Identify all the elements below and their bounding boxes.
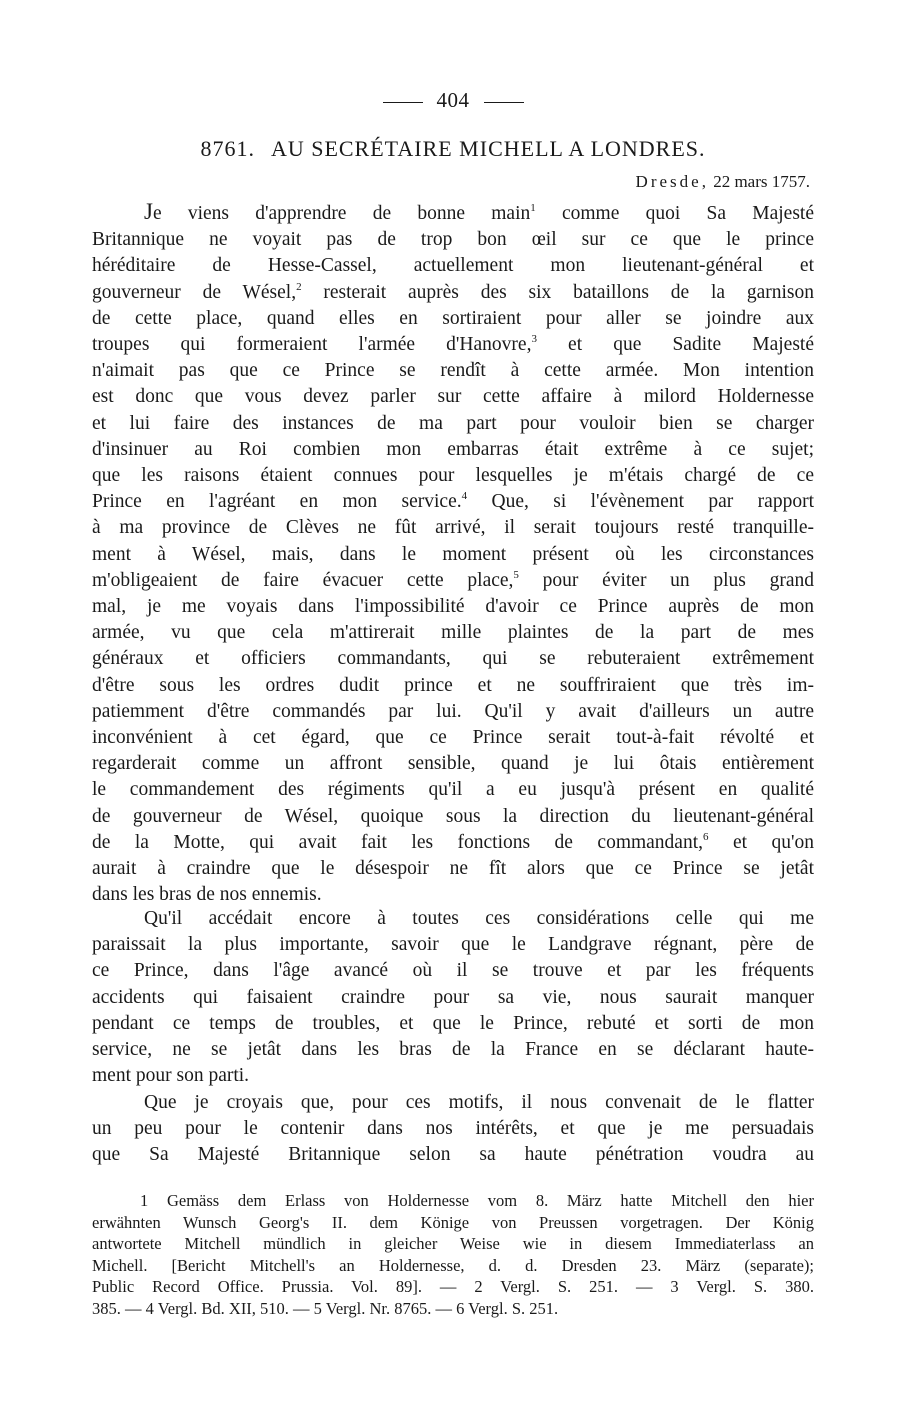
text-line: regarderait comme un affront sensible, quand je lui ôtais entièrement bbox=[92, 753, 814, 775]
drop-cap: J bbox=[144, 199, 153, 224]
text-line: de cette place, quand elles en sortiraient pour aller se joindre aux bbox=[92, 307, 814, 329]
text-line: n'aimait pas que ce Prince se rendît à cette armée. Mon intention bbox=[92, 360, 814, 382]
text-line: inconvénient à cet égard, que ce Prince serait tout-à-fait révolté et bbox=[92, 727, 814, 749]
footnote-mark: 2 bbox=[296, 280, 302, 293]
dateline-date: 22 mars 1757. bbox=[713, 172, 810, 191]
page-number bbox=[92, 88, 814, 113]
text-line: un peu pour le contenir dans nos intérêts, et que je me persuadais bbox=[92, 1118, 814, 1140]
text-line: m'obligeaient de faire évacuer cette place,$^5$ pour éviter un plus grand bbox=[92, 568, 814, 591]
text-line: est donc que vous devez parler sur cette affaire à milord Holdernesse bbox=[92, 386, 814, 408]
dateline bbox=[636, 172, 810, 192]
text-line: Prince en l'agréant en mon service.$^4$ Que, si l'évènement par rapport bbox=[92, 490, 814, 513]
dateline-place: Dresde, bbox=[635, 172, 709, 191]
document-heading bbox=[92, 136, 814, 162]
text-line: Qu'il accédait encore à toutes ces considérations celle qui me bbox=[144, 908, 814, 929]
text-line: de gouverneur de Wésel, quoique sous la direction du lieutenant-général bbox=[92, 805, 814, 827]
text-line: que les raisons étaient connues pour lesquelles je m'étais chargé de ce bbox=[92, 465, 814, 487]
text-line: d'insinuer au Roi combien mon embarras était extrême à ce sujet; bbox=[92, 438, 814, 460]
text-line: Je viens d'apprendre de bonne main$^1$ comme quoi Sa Majesté bbox=[144, 199, 814, 224]
text-line: armée, vu que cela m'attirerait mille plaintes de la part de mes bbox=[92, 622, 814, 644]
document-number: 8761. bbox=[200, 136, 255, 161]
text-line: dans les bras de nos ennemis. bbox=[92, 884, 322, 906]
text-line: gouverneur de Wésel,$^2$ resterait auprès des six bataillons de la garnison bbox=[92, 280, 814, 303]
text-line: héréditaire de Hesse-Cassel, actuellement mon lieutenant-général et bbox=[92, 255, 814, 277]
footnote-mark: 6 bbox=[703, 830, 709, 843]
folio-dash-right bbox=[484, 102, 524, 103]
text-line: de la Motte, qui avait fait les fonctions de commandant,$^6$ et qu'on bbox=[92, 830, 814, 853]
text-line: service, ne se jetât dans les bras de la France en se déclarant haute- bbox=[92, 1039, 814, 1061]
text-line: et lui faire des instances de ma part pour vouloir bien se charger bbox=[92, 412, 814, 434]
text-line: mal, je me voyais dans l'impossibilité d'avoir ce Prince auprès de mon bbox=[92, 596, 814, 618]
text-line: le commandement des régiments qu'il a eu jusqu'à présent en qualité bbox=[92, 779, 814, 801]
paragraph-3 bbox=[92, 1090, 814, 1169]
footnote-mark: 3 bbox=[531, 333, 537, 346]
paragraph-2 bbox=[92, 906, 814, 1089]
footnote-mark: 1 bbox=[530, 202, 536, 214]
document-title: AU SECRÉTAIRE MICHELL A LONDRES. bbox=[270, 136, 706, 161]
text-line: ment pour son parti. bbox=[92, 1065, 250, 1087]
text-line: ment à Wésel, mais, dans le moment présent où les circonstances bbox=[92, 543, 814, 565]
text-line: pendant ce temps de troubles, et que le Prince, rebuté et sorti de mon bbox=[92, 1012, 814, 1034]
footnote-line: erwähnten Wunsch Georg's II. dem Könige von Preussen vorgetragen. Der König bbox=[92, 1212, 814, 1232]
text-line: généraux et officiers commandants, qui se rebuteraient extrêmement bbox=[92, 648, 814, 670]
folio-number: 404 bbox=[436, 88, 470, 112]
footnote-mark: 4 bbox=[461, 490, 468, 503]
paragraph-1 bbox=[92, 199, 814, 908]
text-line: à ma province de Clèves ne fût arrivé, il serait toujours resté tranquille- bbox=[92, 517, 814, 539]
footnote-line: Public Record Office. Prussia. Vol. 89]. — 2 Vergl. S. 251. — 3 Vergl. S. 380. bbox=[92, 1277, 814, 1296]
text-line: Britannique ne voyait pas de trop bon œil sur ce que le prince bbox=[92, 229, 814, 251]
text-line: patiemment d'être commandés par lui. Qu'il y avait d'ailleurs un autre bbox=[92, 700, 814, 722]
footnote-line: antwortete Mitchell mündlich in gleicher Weise wie in diesem Immediaterlass an bbox=[92, 1234, 814, 1253]
text-line: accidents qui faisaient craindre pour sa vie, nous saurait manquer bbox=[92, 986, 814, 1008]
text-line: aurait à craindre que le désespoir ne fît alors que ce Prince se jetât bbox=[92, 858, 814, 880]
text-line: d'être sous les ordres dudit prince et ne souffriraient que très im- bbox=[92, 674, 814, 696]
folio-dash-left bbox=[383, 102, 423, 103]
footnote-line: 385. — 4 Vergl. Bd. XII, 510. — 5 Vergl. Nr. 8765. — 6 Vergl. S. 251. bbox=[92, 1298, 559, 1318]
text-line: que Sa Majesté Britannique selon sa haute pénétration voudra au bbox=[92, 1144, 814, 1166]
footnote-line: 1 Gemäss dem Erlass von Holdernesse vom 8. März hatte Mitchell den hier bbox=[140, 1191, 814, 1210]
text-line: paraissait la plus importante, savoir que le Landgrave régnant, père de bbox=[92, 934, 814, 956]
text-line: ce Prince, dans l'âge avancé où il se trouve et par les fréquents bbox=[92, 960, 814, 982]
footnotes bbox=[92, 1190, 814, 1319]
footnote-mark: 5 bbox=[513, 568, 519, 581]
text-line: Que je croyais que, pour ces motifs, il nous convenait de le flatter bbox=[144, 1092, 814, 1113]
footnote-line: Michell. [Bericht Mitchell's an Holdernesse, d. d. Dresden 23. März (separate); bbox=[92, 1255, 814, 1275]
text-line: troupes qui formeraient l'armée d'Hanovre,$^3$ et que Sadite Majesté bbox=[92, 333, 814, 356]
